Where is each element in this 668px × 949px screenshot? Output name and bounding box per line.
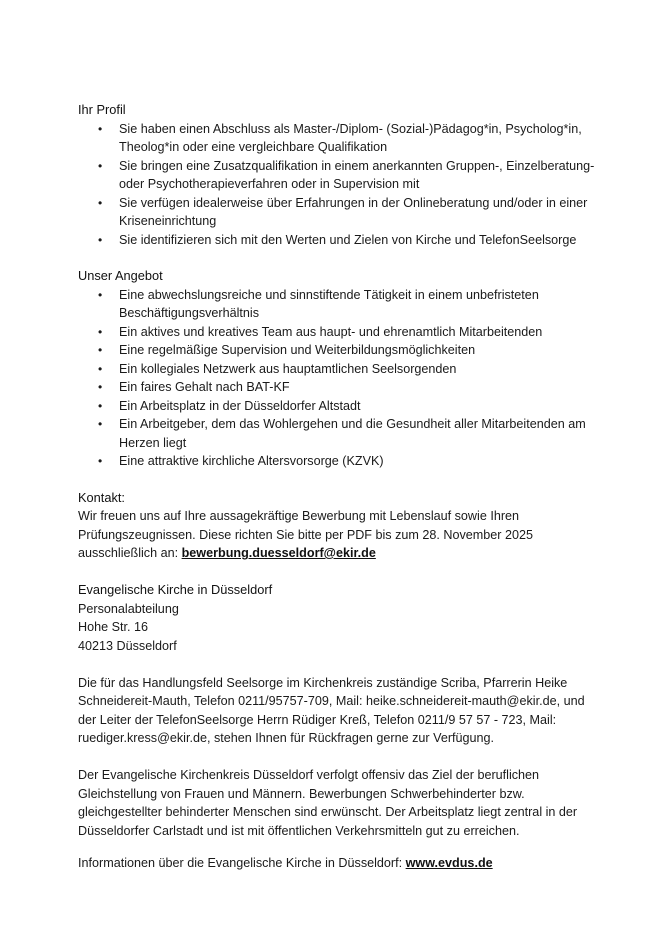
offer-item: • Ein Arbeitsplatz in der Düsseldorfer Altstadt xyxy=(78,397,598,416)
bullet-icon: • xyxy=(98,121,103,136)
spacer xyxy=(78,249,598,267)
address-block xyxy=(78,581,598,655)
offer-heading: Unser Angebot xyxy=(78,268,163,283)
offer-item: • Eine regelmäßige Supervision und Weiterbildungsmöglichkeiten xyxy=(78,341,598,360)
application-email-link[interactable]: bewerbung.duesseldorf@ekir.de xyxy=(181,546,376,560)
spacer xyxy=(78,748,598,767)
bullet-icon: • xyxy=(98,417,103,431)
profile-item: • Sie verfügen idealerweise über Erfahrungen in der Onlineberatung und/oder in einer Kriseneinrichtung xyxy=(98,195,588,228)
organization-name: Evangelische Kirche in Düsseldorf xyxy=(78,582,273,597)
profile-item: • Sie bringen eine Zusatzqualifikation in einem anerkannten Gruppen-, Einzelberatung- oder Psychotherapieverfahren oder in Supervision mit xyxy=(98,158,595,191)
offer-item: • Ein faires Gehalt nach BAT-KF xyxy=(78,378,598,397)
profile-item: • Sie haben einen Abschluss als Master-/Diplom- (Sozial-)Pädagog*in, Psycholog*in, Theolog*in oder eine vergleichbare Qualifikation xyxy=(98,121,582,154)
offer-list xyxy=(78,286,598,471)
website-link[interactable]: www.evdus.de xyxy=(405,856,493,870)
bullet-icon: • xyxy=(98,324,103,339)
document-page xyxy=(78,101,598,873)
bullet-icon: • xyxy=(98,454,103,468)
profile-list xyxy=(78,120,598,250)
profile-heading: Ihr Profil xyxy=(78,102,126,117)
bullet-icon: • xyxy=(98,158,103,173)
profile-item: • Sie identifizieren sich mit den Werten und Zielen von Kirche und TelefonSeelsorge xyxy=(78,231,598,250)
department: Personalabteilung xyxy=(78,601,179,616)
offer-item: • Eine abwechslungsreiche und sinnstiftende Tätigkeit in einem unbefristeten Beschäftigungsverhältnis xyxy=(98,287,539,320)
bullet-icon: • xyxy=(98,398,103,413)
contacts-paragraph: Die für das Handlungsfeld Seelsorge im Kirchenkreis zuständige Scriba, Pfarrerin Heike Schneidereit-Mauth, Telefon 0211/95757-709, Mail: heike.schneidereit-mauth@ekir.de, und der Leiter der TelefonSeelsorge Herrn Rüdiger Kreß, Telefon 0211/9 57 57 - 723, Mail: ruediger.kress@ekir.de, stehen Ihnen für Rückfragen gerne zur Verfügung. xyxy=(78,675,585,745)
offer-item: • Eine attraktive kirchliche Altersvorsorge (KZVK) xyxy=(78,452,598,471)
info-line: Informationen über die Evangelische Kirche in Düsseldorf: www.evdus.de xyxy=(78,856,493,870)
spacer xyxy=(78,655,598,674)
bullet-icon: • xyxy=(98,232,103,247)
offer-item: • Ein Arbeitgeber, dem das Wohlergehen und die Gesundheit aller Mitarbeitenden am Herzen liegt xyxy=(98,417,586,450)
city: 40213 Düsseldorf xyxy=(78,638,177,653)
spacer xyxy=(78,471,598,489)
offer-item: • Ein kollegiales Netzwerk aus hauptamtlichen Seelsorgenden xyxy=(78,360,598,379)
bullet-icon: • xyxy=(98,195,103,210)
street: Hohe Str. 16 xyxy=(78,620,149,634)
contact-heading: Kontakt: xyxy=(78,489,125,505)
spacer xyxy=(78,840,598,854)
profile-section xyxy=(78,101,598,249)
contact-section xyxy=(78,489,598,563)
offer-item: • Ein aktives und kreatives Team aus haupt- und ehrenamtlich Mitarbeitenden xyxy=(78,323,598,342)
bullet-icon: • xyxy=(98,287,103,302)
equality-paragraph: Der Evangelische Kirchenkreis Düsseldorf verfolgt offensiv das Ziel der beruflichen Gleichstellung von Frauen und Männern. Bewerbungen Schwerbehinderter bzw. gleichgestellter behinderter Menschen sind erwünscht. Der Arbeitsplatz liegt zentral in der Düsseldorfer Carlstadt und ist mit öffentlichen Verkehrsmitteln gut zu erreichen. xyxy=(78,768,578,838)
spacer xyxy=(78,563,598,582)
offer-section xyxy=(78,267,598,471)
bullet-icon: • xyxy=(98,343,103,357)
bullet-icon: • xyxy=(98,361,103,376)
contact-text: Wir freuen uns auf Ihre aussagekräftige Bewerbung mit Lebenslauf sowie Ihren Prüfungszeugnissen. Diese richten Sie bitte per PDF bis zum 28. November 2025 ausschließlich an: bewerbung.duesseldorf@ekir.de xyxy=(78,509,534,560)
bullet-icon: • xyxy=(98,380,103,394)
